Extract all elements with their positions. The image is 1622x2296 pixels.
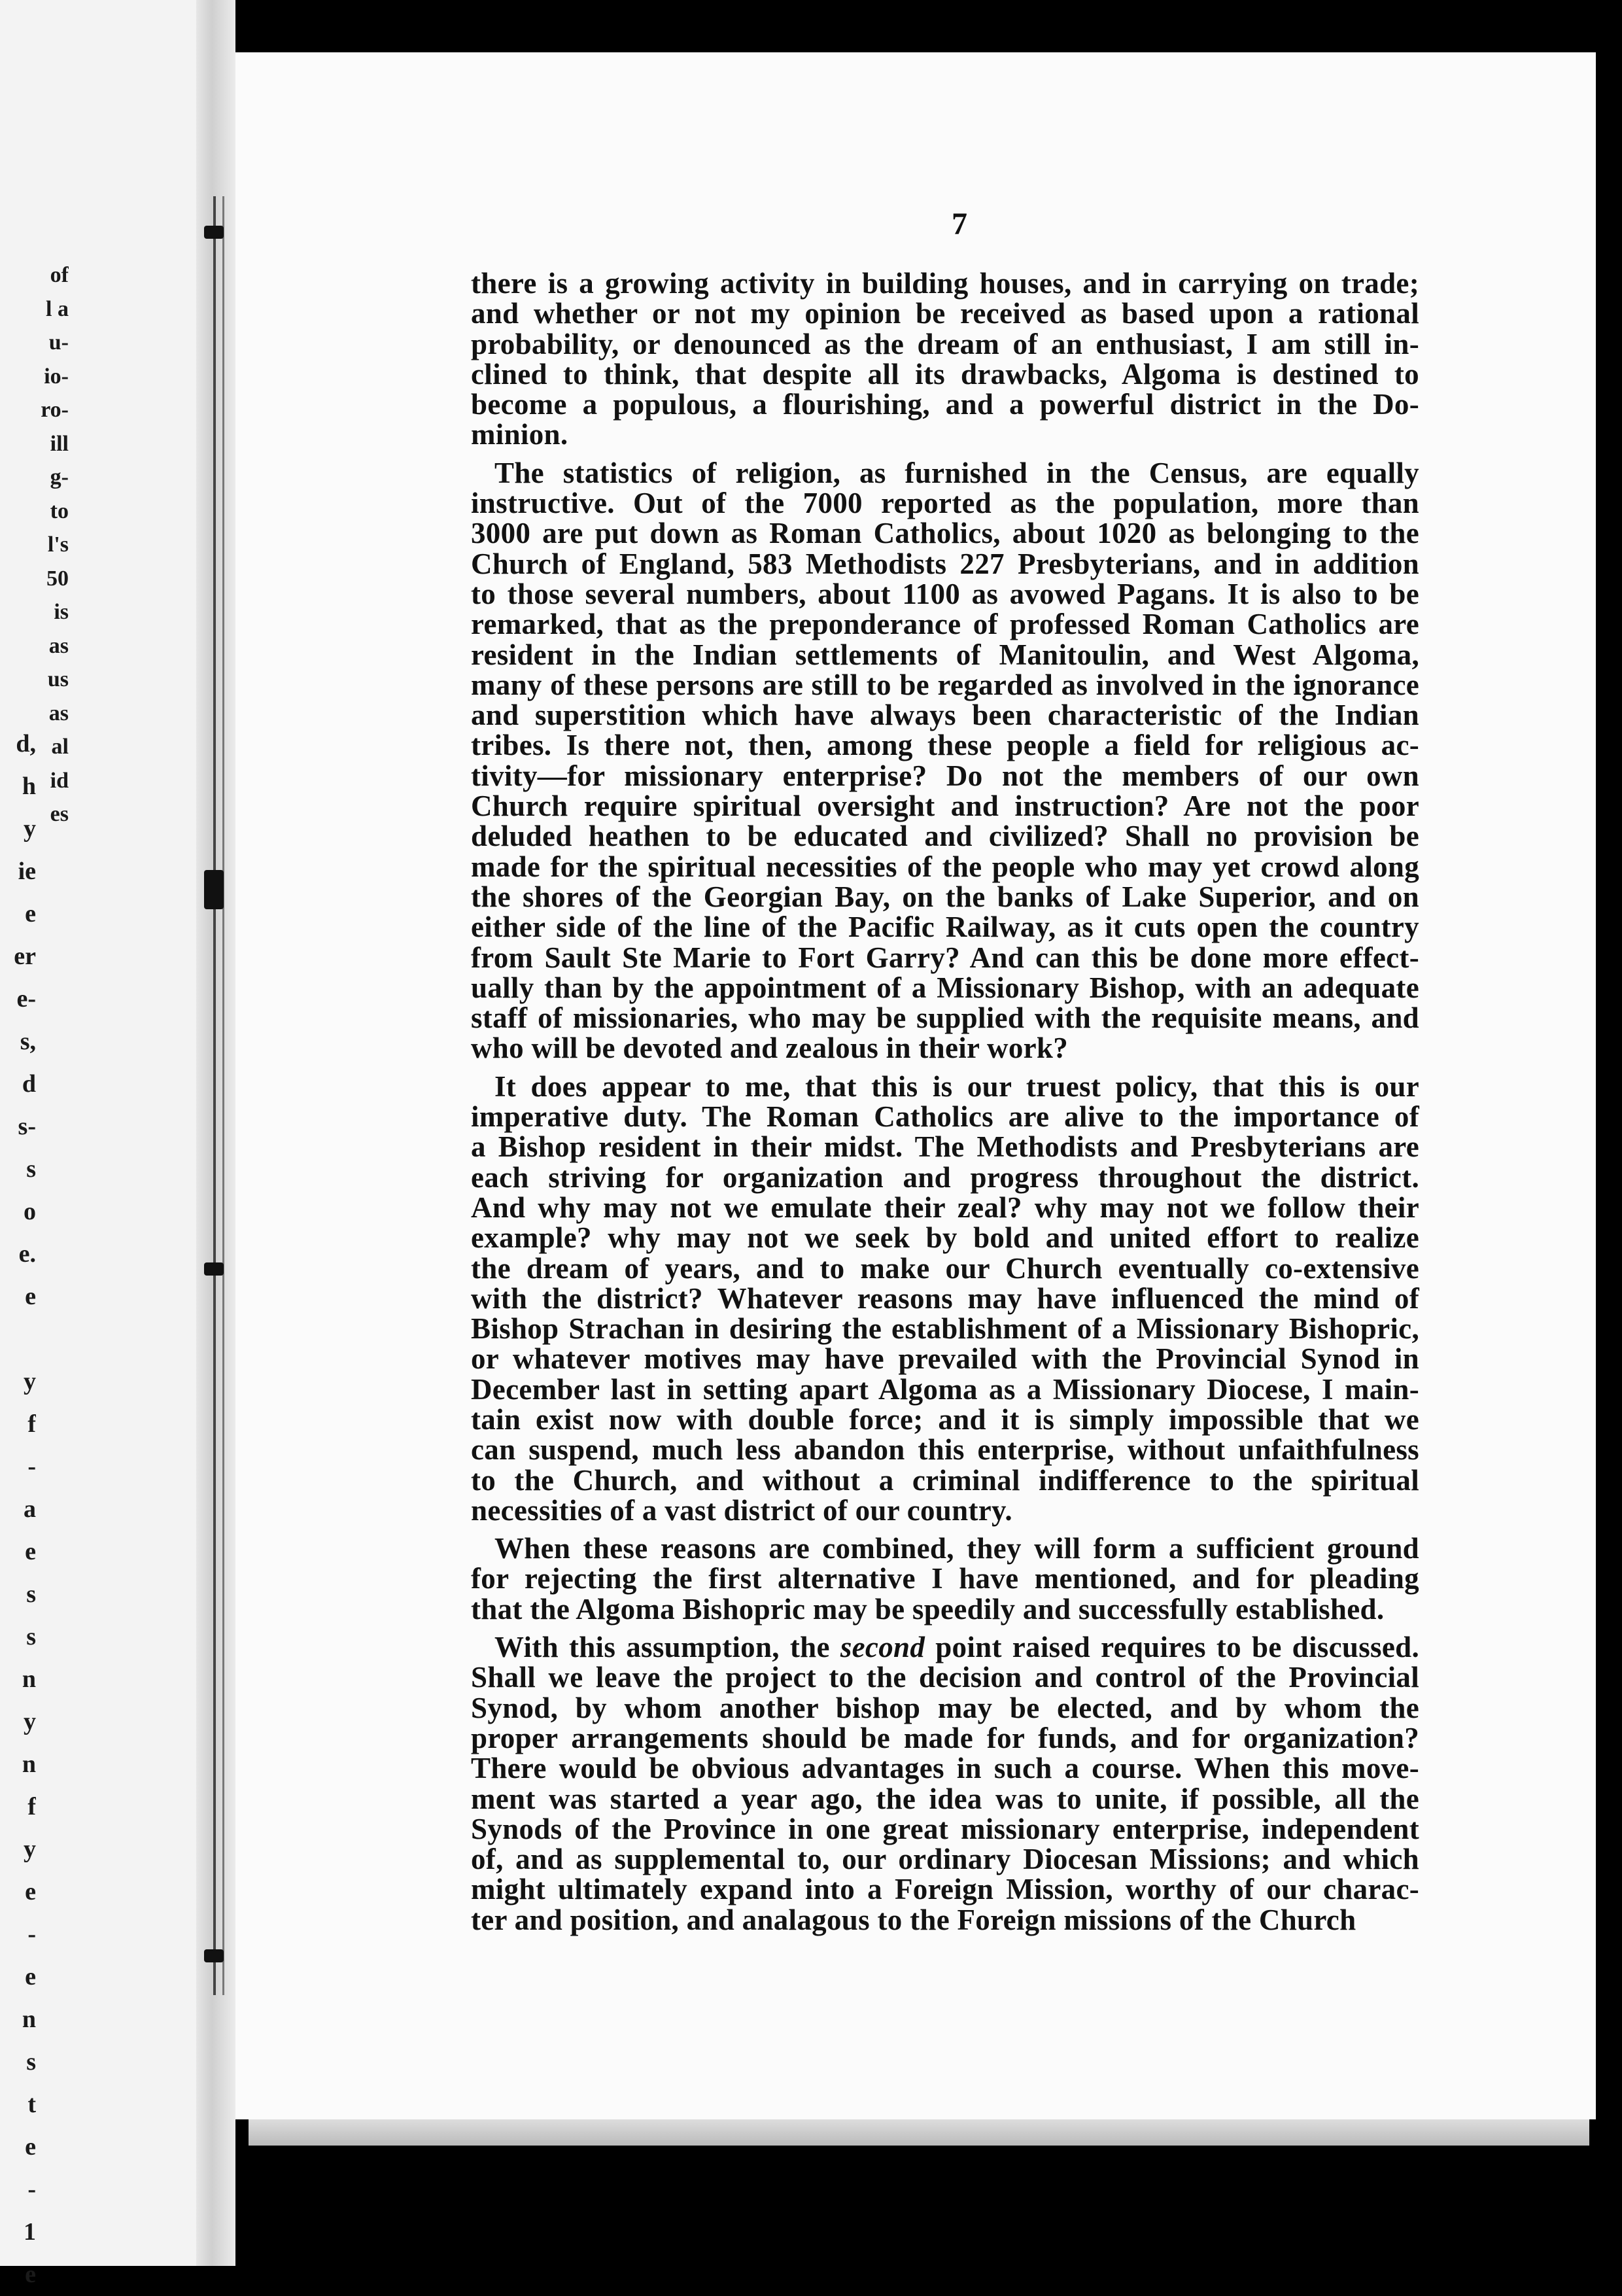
- facing-page-line: e: [25, 900, 36, 928]
- text-line: who will be devoted and zealous in their work?: [471, 1032, 1069, 1065]
- text-line: or whatever motives may have prevailed with the Provincial Synod in: [471, 1342, 1419, 1376]
- facing-page-line: s: [26, 1155, 36, 1183]
- facing-page-line: h: [22, 773, 36, 800]
- paragraph: [471, 458, 1419, 1064]
- text-line: imperative duty. The Roman Catholics are alive to the importance of: [471, 1100, 1419, 1134]
- text-line: and whether or not my opinion be received as based upon a rational: [471, 297, 1419, 330]
- text-line: tribes. Is there not, then, among these people a field for religious ac-: [471, 729, 1419, 762]
- text-line: ter and position, and analagous to the Foreign missions of the Church: [471, 1903, 1356, 1936]
- facing-page-line: er: [14, 943, 36, 970]
- facing-page-line: e: [25, 1878, 36, 1905]
- facing-page-line: f: [27, 1793, 36, 1820]
- text-line: staff of missionaries, who may be supplied with the requisite means, and: [471, 1001, 1419, 1035]
- text-line: deluded heathen to be educated and civilized? Shall no provision be: [471, 820, 1419, 853]
- facing-page-line: as: [48, 701, 69, 725]
- facing-page-line: l's: [47, 532, 69, 557]
- text-line: might ultimately expand into a Foreign Mission, worthy of our charac-: [471, 1873, 1419, 1906]
- facing-page-line: of: [50, 263, 69, 287]
- text-line: each striving for organization and progress throughout the district.: [471, 1160, 1419, 1194]
- facing-page-line: ro-: [41, 398, 69, 422]
- facing-page-line: 1: [24, 2218, 36, 2246]
- facing-page-line: e: [25, 2261, 36, 2288]
- text-line: the dream of years, and to make our Church eventually co-extensive: [471, 1251, 1419, 1285]
- text-line: remarked, that as the preponderance of professed Roman Catholics are: [471, 608, 1419, 641]
- facing-page-line: io-: [44, 364, 69, 389]
- facing-page-line: to: [50, 498, 69, 523]
- text-line: When these reasons are combined, they will form a sufficient ground: [494, 1532, 1419, 1565]
- text-line: probability, or denounced as the dream of an enthusiast, I am still in-: [471, 327, 1419, 360]
- text-line: of, and as supplemental to, our ordinary Diocesan Missions; and which: [471, 1843, 1419, 1876]
- facing-page-line: e: [25, 2133, 36, 2161]
- facing-page-fragment: [0, 0, 196, 2288]
- binding-thread: [213, 196, 224, 1995]
- text-line: The statistics of religion, as furnished in the Census, are equally: [494, 456, 1419, 489]
- text-line: 3000 are put down as Roman Catholics, about 1020 as belonging to the: [471, 517, 1419, 550]
- facing-page-line: l a: [46, 296, 69, 321]
- text-line: resident in the Indian settlements of Manitoulin, and West Algoma,: [471, 638, 1419, 671]
- facing-page-line: -: [27, 1453, 36, 1480]
- text-line: Church require spiritual oversight and instruction? Are not the poor: [471, 790, 1419, 823]
- text-line: Bishop Strachan in desiring the establishment of a Missionary Bishopric,: [471, 1312, 1419, 1346]
- binding-stitch: [204, 870, 224, 909]
- text-line: many of these persons are still to be regarded as involved in the ignorance: [471, 668, 1419, 701]
- facing-page-line: e: [25, 1538, 36, 1565]
- facing-page-line: s-: [18, 1113, 36, 1140]
- text-line: clined to think, that despite all its drawbacks, Algoma is destined to: [471, 357, 1419, 391]
- facing-page-line: o: [24, 1198, 36, 1225]
- facing-page-line: s,: [20, 1028, 36, 1055]
- facing-page-line: -: [27, 2176, 36, 2203]
- facing-page-line: is: [54, 600, 69, 624]
- text-line: become a populous, a flourishing, and a powerful district in the Do-: [471, 388, 1419, 421]
- facing-page-line: as: [48, 633, 69, 658]
- facing-page-line: s: [26, 1580, 36, 1608]
- binding-stitch: [204, 226, 224, 239]
- paragraph: [471, 268, 1419, 450]
- text-line: to those several numbers, about 1100 as avowed Pagans. It is also to be: [471, 577, 1419, 610]
- text-line: And why may not we emulate their zeal? why may not we follow their: [471, 1191, 1419, 1224]
- facing-page-line: al: [51, 735, 69, 759]
- text-line: ment was started a year ago, the idea was to unite, if possible, all the: [471, 1782, 1419, 1815]
- page-edge-shadow: [249, 2119, 1589, 2146]
- facing-page-line: d: [22, 1070, 36, 1098]
- facing-page-line: 50: [46, 566, 69, 591]
- facing-page-line: e: [25, 1283, 36, 1310]
- facing-page-line: ie: [18, 858, 36, 885]
- text-line: either side of the line of the Pacific Railway, as it cuts open the country: [471, 911, 1419, 944]
- text-line: Synod, by whom another bishop may be elected, and by whom the: [471, 1691, 1419, 1724]
- facing-page-line: n: [22, 1750, 36, 1778]
- facing-page-line: e: [25, 1963, 36, 1991]
- text-line: with the district? Whatever reasons may have influenced the mind of: [471, 1281, 1419, 1315]
- facing-page-line: g-: [50, 465, 69, 489]
- facing-page-text-bottom: [0, 723, 36, 2296]
- facing-page-line: es: [50, 802, 69, 826]
- text-line: Church of England, 583 Methodists 227 Presbyterians, and in addition: [471, 547, 1419, 580]
- binding-stitch: [204, 1949, 224, 1962]
- facing-page-line: d,: [16, 730, 36, 757]
- facing-page-line: y: [24, 1835, 36, 1863]
- paragraph: [471, 1533, 1419, 1624]
- binding-stitch: [204, 1262, 224, 1276]
- facing-page-line: [0, 1318, 36, 1361]
- text-line: necessities of a vast district of our country.: [471, 1493, 1012, 1527]
- facing-page-line: a: [24, 1495, 36, 1523]
- page-number: 7: [952, 207, 968, 241]
- text-line: tivity—for missionary enterprise? Do not the members of our own: [471, 759, 1419, 792]
- facing-page-line: ill: [50, 431, 69, 456]
- text-line: there is a growing activity in building houses, and in carrying on trade;: [471, 267, 1419, 300]
- text-line: example? why may not we seek by bold and united effort to realize: [471, 1221, 1419, 1255]
- facing-page-line: e-: [16, 985, 36, 1013]
- text-line: proper arrangements should be made for funds, and for organization?: [471, 1721, 1419, 1754]
- paragraph: [471, 1632, 1419, 1935]
- facing-page-line: id: [50, 768, 69, 793]
- text-line: It does appear to me, that this is our truest policy, that this is our: [494, 1070, 1419, 1103]
- text-line: can suspend, much less abandon this enterprise, without unfaithfulness: [471, 1433, 1419, 1467]
- facing-page-line: y: [24, 815, 36, 843]
- facing-page-line: y: [24, 1368, 36, 1395]
- facing-page-line: u-: [48, 330, 69, 355]
- text-line: the shores of the Georgian Bay, on the banks of Lake Superior, and on: [471, 880, 1419, 913]
- facing-page-line: us: [47, 667, 69, 691]
- facing-page-line: -: [27, 1921, 36, 1948]
- facing-page-line: n: [22, 1665, 36, 1693]
- text-line: minion.: [471, 418, 568, 451]
- text-line: December last in setting apart Algoma as a Missionary Diocese, I main-: [471, 1372, 1419, 1406]
- text-line: tain exist now with double force; and it is simply impossible that we: [471, 1402, 1419, 1436]
- facing-page-line: s: [26, 1623, 36, 1650]
- paragraph: [471, 1071, 1419, 1525]
- text-line: Shall we leave the project to the decision and control of the Provincial: [471, 1661, 1419, 1694]
- text-line: instructive. Out of the 7000 reported as the population, more than: [471, 487, 1419, 520]
- text-line: from Sault Ste Marie to Fort Garry? And can this be done more effect-: [471, 941, 1419, 974]
- facing-page-line: s: [26, 2048, 36, 2076]
- body-text: [471, 268, 1419, 1943]
- facing-page-line: e.: [18, 1240, 36, 1268]
- text-line: There would be obvious advantages in such a course. When this move-: [471, 1752, 1419, 1785]
- text-line: a Bishop resident in their midst. The Methodists and Presbyterians are: [471, 1130, 1419, 1164]
- text-line: and superstition which have always been characteristic of the Indian: [471, 699, 1419, 732]
- facing-page-line: t: [27, 2091, 36, 2118]
- text-line: to the Church, and without a criminal indifference to the spiritual: [471, 1463, 1419, 1497]
- facing-page-line: f: [27, 1410, 36, 1438]
- text-line: for rejecting the first alternative I have mentioned, and for pleading: [471, 1562, 1419, 1595]
- text-line: ually than by the appointment of a Missionary Bishop, with an adequate: [471, 971, 1419, 1004]
- text-line: made for the spiritual necessities of the people who may yet crowd along: [471, 850, 1419, 883]
- facing-page-line: n: [22, 2006, 36, 2033]
- text-line: Synods of the Province in one great missionary enterprise, independent: [471, 1812, 1419, 1845]
- facing-page-line: y: [24, 1708, 36, 1735]
- text-line: that the Algoma Bishopric may be speedily and successfully established.: [471, 1592, 1385, 1626]
- text-line: With this assumption, the second point raised requires to be discussed.: [494, 1631, 1419, 1664]
